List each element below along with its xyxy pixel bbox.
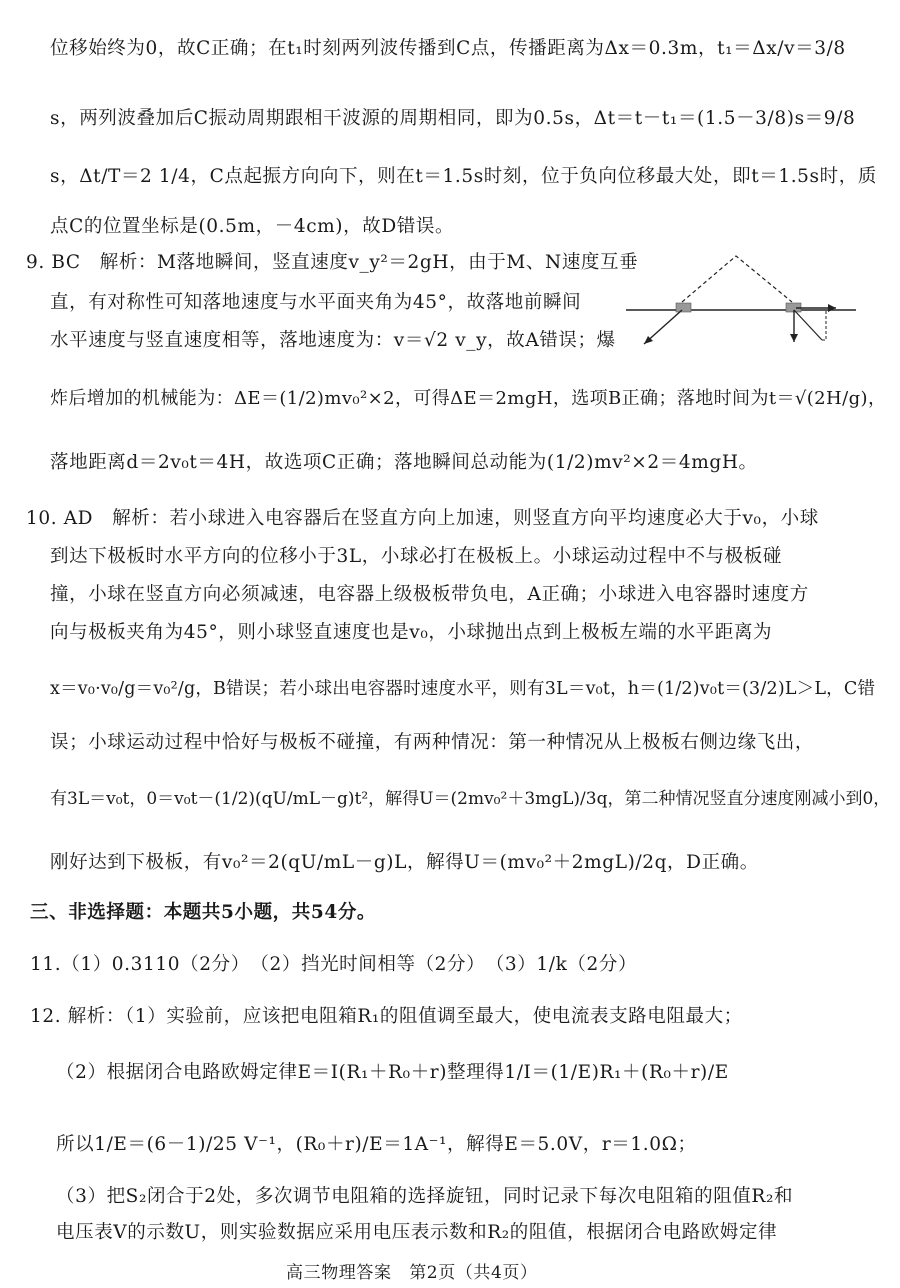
q10-line-3: 撞，小球在竖直方向必须减速，电容器上级极板带负电，A正确；小球进入电容器时速度方 <box>50 584 809 605</box>
q9-line-1: 9. BC 解析：M落地瞬间，竖直速度v_y²＝2gH，由于M、N速度互垂 <box>26 252 639 273</box>
q10-line-6: 误；小球运动过程中恰好与极板不碰撞，有两种情况：第一种情况从上极板右侧边缘飞出， <box>50 732 815 753</box>
q9-line-4: 炸后增加的机械能为：ΔE＝(1/2)mv₀²×2，可得ΔE＝2mgH，选项B正确；落地时间为t＝√(2H/g)， <box>50 388 887 409</box>
q12-line-4: （3）把S₂闭合于2处，多次调节电阻箱的选择旋钮，同时记录下每次电阻箱的阻值R₂和 <box>56 1186 794 1207</box>
q12-line-5: 电压表V的示数U，则实验数据应采用电压表示数和R₂的阻值，根据闭合电路欧姆定律 <box>56 1222 778 1243</box>
q10-line-7: 有3L＝v₀t，0＝v₀t－(1/2)(qU/mL－g)t²，解得U＝(2mv₀²＋3mgL)/3q，第二种情况竖直分速度刚减小到0， <box>50 789 891 809</box>
q9-line-5: 落地距离d＝2v₀t＝4H，故选项C正确；落地瞬间总动能为(1/2)mv²×2＝4mgH。 <box>50 452 758 473</box>
q10-line-4: 向与极板夹角为45°，则小球竖直速度也是v₀，小球抛出点到上极板左端的水平距离为 <box>50 622 773 643</box>
q10-line-1: 10. AD 解析：若小球进入电容器后在竖直方向上加速，则竖直方向平均速度必大于v₀，小球 <box>26 508 819 529</box>
q10-line-2: 到达下极板时水平方向的位移小于3L，小球必打在极板上。小球运动过程中不与极板碰 <box>50 546 782 567</box>
q11-answer: 11.（1）0.3110（2分） （2）挡光时间相等（2分） （3）1/k（2分） <box>30 954 638 975</box>
q10-line-8: 刚好达到下极板，有v₀²＝2(qU/mL－g)L，解得U＝(mv₀²＋2mgL)/2q，D正确。 <box>50 852 759 873</box>
q9-line-2: 直，有对称性可知落地速度与水平面夹角为45°，故落地前瞬间 <box>50 292 582 313</box>
q9-line-3: 水平速度与竖直速度相等，落地速度为：v＝√2 v_y，故A错误；爆 <box>50 330 616 351</box>
collision-diagram <box>626 250 858 350</box>
q12-line-1: 12. 解析：（1）实验前，应该把电阻箱R₁的阻值调至最大，使电流表支路电阻最大； <box>30 1006 743 1027</box>
section-title: 三、非选择题：本题共5小题，共54分。 <box>30 902 377 923</box>
text-line-1: 位移始终为0，故C正确；在t₁时刻两列波传播到C点，传播距离为Δx＝0.3m，t₁＝Δx/v＝3/8 <box>50 38 846 59</box>
q10-line-5: x＝v₀·v₀/g＝v₀²/g，B错误；若小球出电容器时速度水平，则有3L＝v₀t，h＝(1/2)v₀t＝(3/2)L＞L，C错 <box>50 679 876 699</box>
q12-line-2: （2）根据闭合电路欧姆定律E＝I(R₁＋R₀＋r)整理得1/I＝(1/E)R₁＋(R₀＋r)/E <box>56 1062 729 1083</box>
q12-line-3: 所以1/E＝(6－1)/25 V⁻¹，(R₀＋r)/E＝1A⁻¹，解得E＝5.0V，r＝1.0Ω； <box>56 1134 697 1155</box>
text-line-4: 点C的位置坐标是(0.5m，－4cm)，故D错误。 <box>50 216 455 237</box>
page-footer: 高三物理答案 第2页（共4页） <box>286 1263 538 1283</box>
text-line-3: s，Δt/T＝2 1/4，C点起振方向向下，则在t＝1.5s时刻，位于负向位移最大处，即t＝1.5s时，质 <box>50 166 877 187</box>
text-line-2: s，两列波叠加后C振动周期跟相干波源的周期相同，即为0.5s，Δt＝t－t₁＝(1.5－3/8)s＝9/8 <box>50 108 856 129</box>
